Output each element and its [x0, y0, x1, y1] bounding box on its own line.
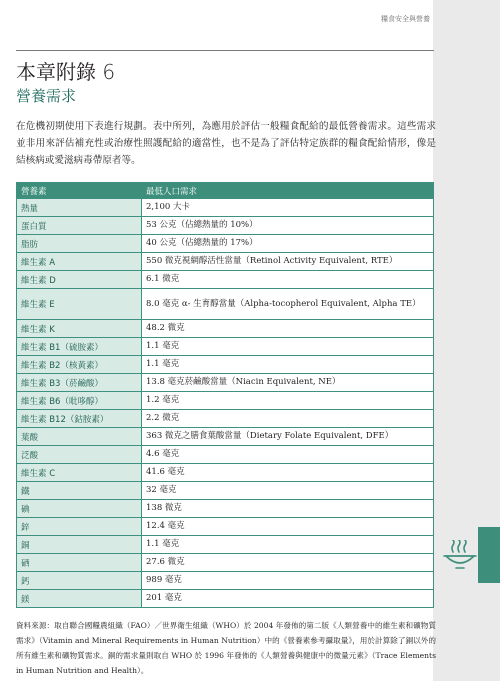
table-row: [17, 271, 434, 289]
requirement-cell: 48.2 微克: [142, 320, 434, 338]
requirement-cell: 27.6 微克: [142, 554, 434, 572]
nutrient-cell: 鈣: [17, 572, 142, 590]
table-row: [17, 320, 434, 338]
nutrient-cell: 葉酸: [17, 428, 142, 446]
table-row: [17, 428, 434, 446]
requirement-cell: 1.1 毫克: [142, 356, 434, 374]
nutrient-cell: 維生素 C: [17, 464, 142, 482]
requirement-cell: 12.4 毫克: [142, 518, 434, 536]
table-row: [17, 500, 434, 518]
table-row: [17, 199, 434, 217]
table-row: [17, 235, 434, 253]
requirement-cell: 138 微克: [142, 500, 434, 518]
table-row: [17, 536, 434, 554]
requirement-cell: 2.2 微克: [142, 410, 434, 428]
table-row: [17, 464, 434, 482]
table-header-row: [17, 183, 434, 199]
chapter-tab: [478, 527, 500, 583]
nutrient-cell: 維生素 A: [17, 253, 142, 271]
nutrient-requirements-table: [16, 182, 434, 608]
nutrient-cell: 維生素 B3（菸鹼酸）: [17, 374, 142, 392]
column-header-requirement: 最低人口需求: [142, 183, 434, 199]
nutrient-cell: 泛酸: [17, 446, 142, 464]
running-head: 糧食安全與營養: [381, 15, 430, 23]
table-row: [17, 554, 434, 572]
nutrient-cell: 硒: [17, 554, 142, 572]
table-row: [17, 410, 434, 428]
table-row: [17, 392, 434, 410]
requirement-cell: 1.1 毫克: [142, 536, 434, 554]
header-rule: [16, 50, 434, 51]
table-row: [17, 289, 434, 320]
table-row: [17, 482, 434, 500]
nutrient-cell: 維生素 B2（核黃素）: [17, 356, 142, 374]
table-row: [17, 253, 434, 271]
requirement-cell: 6.1 微克: [142, 271, 434, 289]
table-body: [17, 199, 434, 608]
requirement-cell: 8.0 毫克 α- 生育醇當量（Alpha-tocopherol Equivalent, Alpha TE）: [142, 289, 434, 320]
nutrient-cell: 維生素 B6（吡哆醇）: [17, 392, 142, 410]
requirement-cell: 32 毫克: [142, 482, 434, 500]
food-bowl-icon: [443, 540, 477, 570]
requirement-cell: 2,100 大卡: [142, 199, 434, 217]
intro-paragraph: 在危機初期使用下表進行規劃。表中所列，為應用於評估一般糧食配給的最低營養需求。這些需求並非用來評估補充性或治療性照護配給的適當性，也不是為了評估特定族群的糧食配給情形，像是結核病或愛滋病毒帶原者等。: [16, 121, 436, 166]
requirement-cell: 41.6 毫克: [142, 464, 434, 482]
chapter-subtitle: 營養需求: [16, 87, 77, 105]
nutrient-cell: 鋅: [17, 518, 142, 536]
requirement-cell: 363 微克之膳食葉酸當量（Dietary Folate Equivalent, DFE）: [142, 428, 434, 446]
nutrient-cell: 維生素 K: [17, 320, 142, 338]
nutrient-cell: 鐵: [17, 482, 142, 500]
table-row: [17, 338, 434, 356]
nutrient-cell: 熱量: [17, 199, 142, 217]
table-row: [17, 374, 434, 392]
nutrient-cell: 維生素 B12（鈷胺素）: [17, 410, 142, 428]
table-row: [17, 446, 434, 464]
nutrient-cell: 脂肪: [17, 235, 142, 253]
requirement-cell: 989 毫克: [142, 572, 434, 590]
requirement-cell: 40 公克（佔總熱量的 17%）: [142, 235, 434, 253]
chapter-title: 本章附錄 6: [16, 60, 116, 84]
source-note: 資料來源：取自聯合國糧農組織（FAO）／世界衛生組織（WHO）於 2004 年發佈的第二版《人類營養中的維生素和礦物質需求》（Vitamin and Mineral Requirements in Human Nutrition）中的《營養素參考攝取量》，用於計算除了銅以外的所有維生素和礦物質需求。銅的需求量則取自 WHO 於 1996 年發佈的《人類營養與健康中的微量元素》（Trace Elements in Human Nutrition and Health）。: [16, 621, 436, 675]
nutrient-cell: 蛋白質: [17, 217, 142, 235]
requirement-cell: 13.8 毫克菸鹼酸當量（Niacin Equivalent, NE）: [142, 374, 434, 392]
nutrient-cell: 鎂: [17, 590, 142, 608]
table-row: [17, 217, 434, 235]
nutrient-cell: 銅: [17, 536, 142, 554]
column-header-nutrient: 營養素: [17, 183, 142, 199]
table-row: [17, 572, 434, 590]
requirement-cell: 550 微克視網醇活性當量（Retinol Activity Equivalent, RTE）: [142, 253, 434, 271]
nutrient-cell: 碘: [17, 500, 142, 518]
requirement-cell: 1.2 毫克: [142, 392, 434, 410]
requirement-cell: 53 公克（佔總熱量的 10%）: [142, 217, 434, 235]
nutrient-cell: 維生素 B1（硫胺素）: [17, 338, 142, 356]
nutrient-cell: 維生素 D: [17, 271, 142, 289]
requirement-cell: 1.1 毫克: [142, 338, 434, 356]
nutrient-cell: 維生素 E: [17, 289, 142, 320]
requirement-cell: 4.6 毫克: [142, 446, 434, 464]
table-row: [17, 590, 434, 608]
requirement-cell: 201 毫克: [142, 590, 434, 608]
table-row: [17, 518, 434, 536]
table-row: [17, 356, 434, 374]
